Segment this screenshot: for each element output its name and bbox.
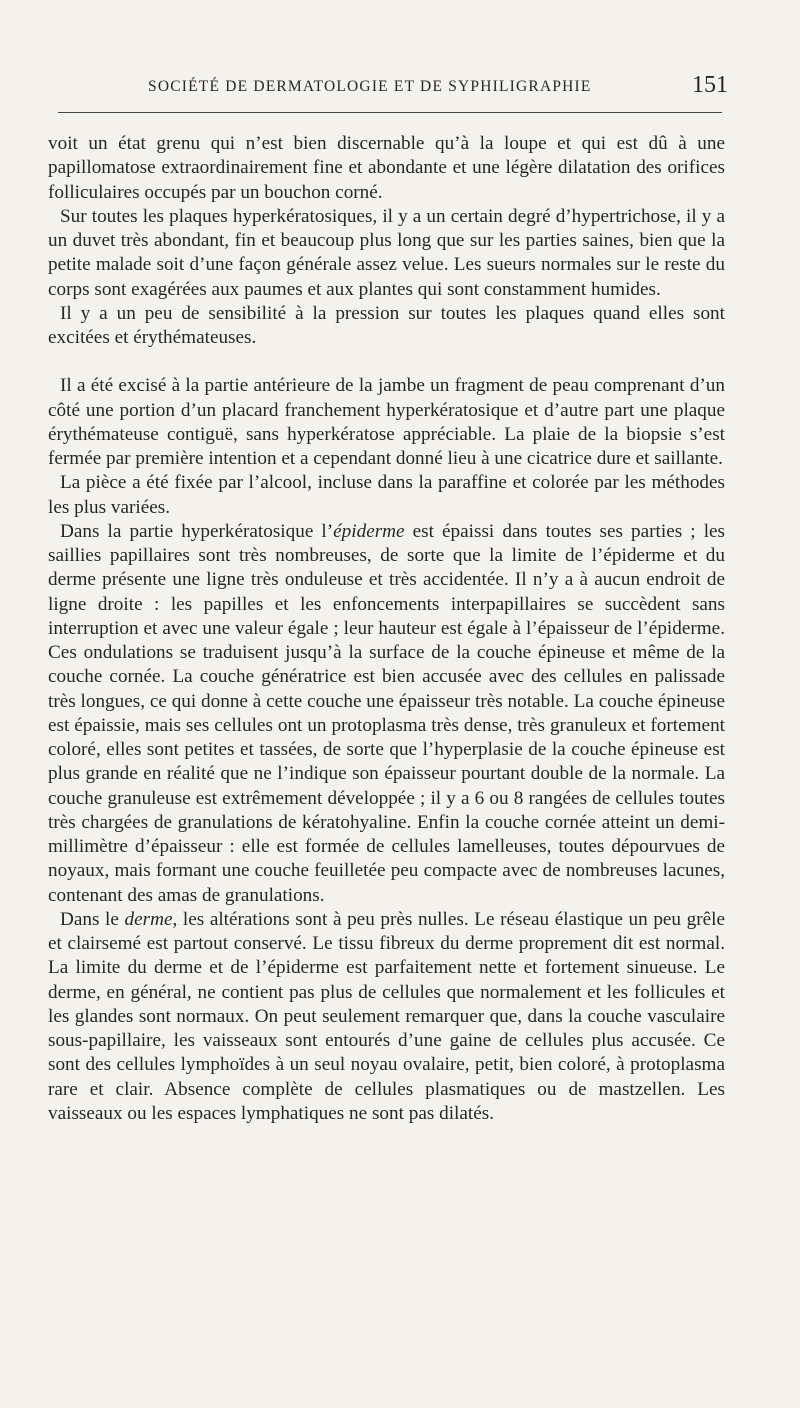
paragraph-continuation (48, 132, 725, 205)
paragraph-text: La pièce a été fixée par l’alcool, incluse dans la paraffine et colorée par les méthodes les plus variées. (48, 472, 725, 518)
body-text (48, 132, 725, 1126)
paragraph-epiderme (48, 520, 725, 908)
header-rule (58, 112, 722, 113)
paragraph-text: , les altérations sont à peu près nulles. Le réseau élastique un peu grêle et clairsemé est partout conservé. Le tissu fibreux du derme proprement dit est normal. La limite du derme et de l’épiderme est parfaitement nette et fortement sinueuse. Le derme, en général, ne contient pas plus de cellules que normalement et les follicules et les glandes sont normaux. On peut seulement remarquer que, dans la couche vasculaire sous-papillaire, les vaisseaux sont entourés d’une gaine de cellules plus accusée. Ce sont des cellules lymphoïdes à un seul noyau ovalaire, petit, bien coloré, à protoplasma rare et clair. Absence complète de cellules plasmatiques ou de mastzellen. Les vaisseaux ou les espaces lymphatiques ne sont pas dilatés. (48, 908, 725, 1124)
paragraph-biopsie (48, 374, 725, 471)
paragraph-sensibilite (48, 302, 725, 351)
paragraph-text: voit un état grenu qui n’est bien discernable qu’à la loupe et qui est dû à une papillomatose extraordinairement fine et abondante et une légère dilatation des orifices folliculaires occupés par un bouchon corné. (48, 133, 725, 203)
paragraph-text: est épaissi dans toutes ses parties ; les saillies papillaires sont très nombreuses, de sorte que la limite de l’épiderme et du derme présente une ligne très onduleuse et très accidentée. Il n’y a à aucun endroit de ligne droite : les papilles et les enfoncements interpapillaires se succèdent sans interruption et avec une valeur égale ; leur hauteur est égale à l’épaisseur de l’épiderme. Ces ondulations se traduisent jusqu’à la surface de la couche épineuse et même de la couche cornée. La couche génératrice est bien accusée avec des cellules en palissade très longues, ce qui donne à cette couche une épaisseur très notable. La couche épineuse est épaissie, mais ses cellules ont un protoplasma très dense, très granuleux et fortement coloré, elles sont petites et tassées, de sorte que l’hyperplasie de la couche épineuse est plus grande en réalité que ne l’indique son épaisseur pourtant double de la normale. La couche granuleuse est extrêmement développée ; il y a 6 ou 8 rangées de cellules toutes très chargées de granulations de kératohyaline. Enfin la couche cornée atteint un demi-millimètre d’épaisseur : elle est formée de cellules lamelleuses, toutes dépourvues de noyaux, mais formant une couche feuilletée peu compacte avec de nombreuses lacunes, contenant des amas de granulations. (48, 520, 726, 906)
paragraph-hypertrichose (48, 205, 725, 302)
page-number: 151 (692, 72, 728, 98)
page-header (48, 72, 728, 102)
italic-term-derme: derme (124, 908, 173, 930)
paragraph-text: Dans le (60, 908, 125, 930)
paragraph-text: Il a été excisé à la partie antérieure de la jambe un fragment de peau comprenant d’un côté une portion d’un placard franchement hyperkératosique et d’autre part une plaque érythémateuse contiguë, sans hyperkératose appréciable. La plaie de la biopsie s’est fermée par première intention et a cependant donné lieu à une cicatrice dure et saillante. (48, 375, 725, 469)
running-head: SOCIÉTÉ DE DERMATOLOGIE ET DE SYPHILIGRAPHIE (148, 78, 592, 95)
paragraph-text: Dans la partie hyperkératosique l’ (60, 520, 334, 542)
paragraph-derme (48, 908, 725, 1126)
paragraph-text: Sur toutes les plaques hyperkératosiques, il y a un certain degré d’hypertrichose, il y a un duvet très abondant, fin et beaucoup plus long que sur les parties saines, bien que la petite malade soit d’une façon générale assez velue. Les sueurs normales sur le reste du corps sont exagérées aux paumes et aux plantes qui sont constamment humides. (48, 205, 725, 300)
italic-term-epiderme: épiderme (333, 520, 405, 542)
paragraph-fixation (48, 471, 725, 520)
paragraph-text: Il y a un peu de sensibilité à la pression sur toutes les plaques quand elles sont excitées et érythémateuses. (48, 302, 725, 348)
